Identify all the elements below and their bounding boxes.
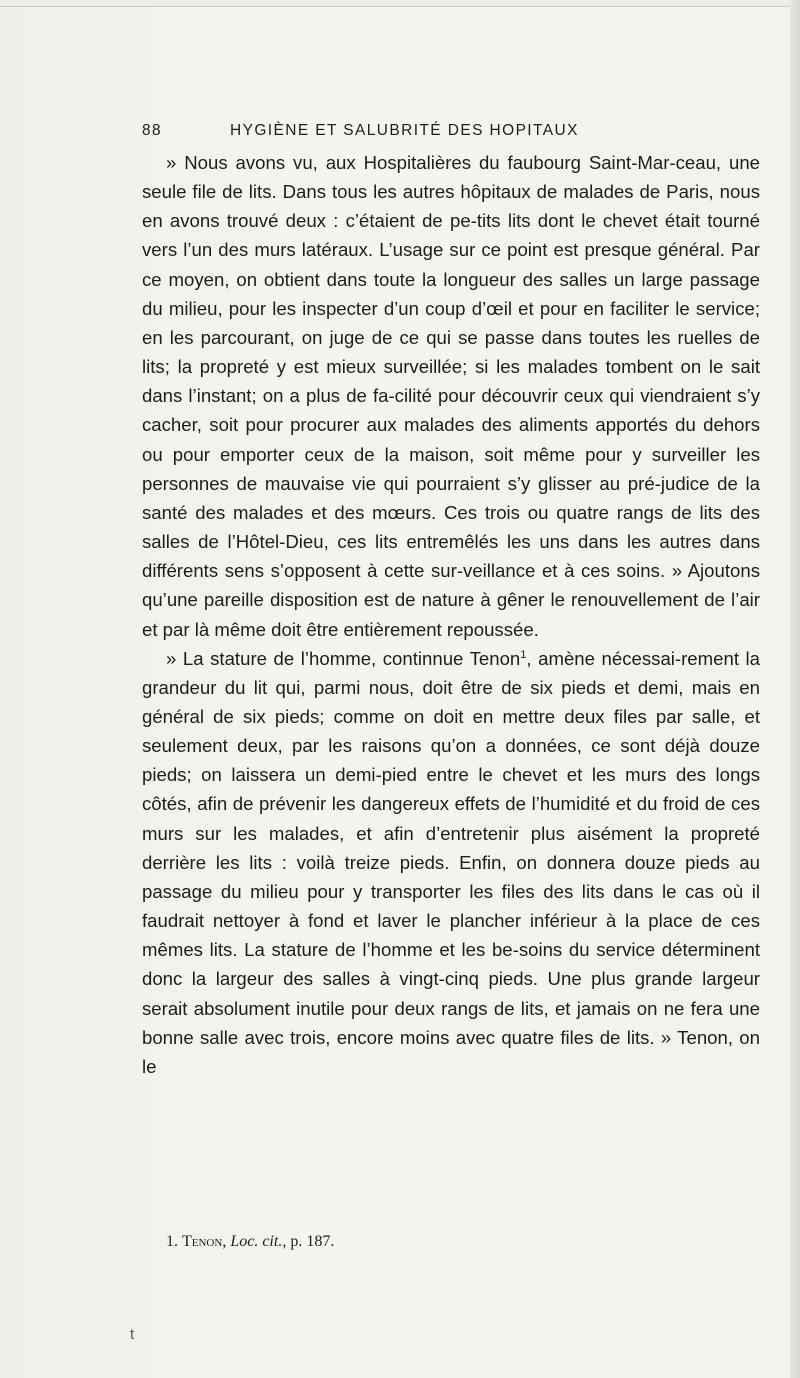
running-head: HYGIÈNE ET SALUBRITÉ DES HOPITAUX (230, 122, 579, 139)
page-number: 88 (142, 122, 163, 139)
paragraph-2-text-start: » La stature de l’homme, continnue Tenon (166, 647, 521, 669)
footnote (166, 1232, 760, 1252)
footnote-citation: Loc. cit., (230, 1233, 287, 1250)
paragraph-2 (142, 644, 760, 1081)
bottom-mark: t (130, 1326, 135, 1343)
footnote-author: Tenon, (182, 1233, 227, 1250)
paragraph-2-text-end: , amène nécessai-rement la grandeur du lit qui, parmi nous, doit être de six pieds et demi, mais en général de six pieds; comme on doit en mettre deux files par salle, et seulement deux, par les raisons qu’on a données, ce sont déjà douze pieds; on laissera un demi-pied entre le chevet et les murs des longs côtés, afin de prévenir les dangereux effets de l’humidité et du froid de ces murs sur les malades, et afin d’entretenir plus aisément la propreté derrière les lits : voilà treize pieds. Enfin, on donnera douze pieds au passage du milieu pour y transporter les files des lits dans le cas où il faudrait nettoyer à fond et laver le plancher inférieur à la place de ces mêmes lits. La stature de l’homme et les be-soins du service déterminent donc la largeur des salles à vingt-cinq pieds. Une plus grande largeur serait absolument inutile pour deux rangs de lits, et jamais on ne fera une bonne salle avec trois, encore moins avec quatre files de lits. » Tenon, on le (142, 647, 761, 1077)
paragraph-1 (142, 148, 760, 644)
footnote-page: p. 187. (290, 1233, 335, 1250)
page-header (142, 122, 760, 146)
footnote-number: 1. (166, 1233, 178, 1250)
body-text (142, 148, 760, 1081)
paragraph-1-text: » Nous avons vu, aux Hospitalières du faubourg Saint-Mar-ceau, une seule file de lits. Dans tous les autres hôpitaux de malades de Paris, nous en avons trouvé deux : c’étaient de pe-tits lits dont le chevet était tourné vers l’un des murs latéraux. L’usage sur ce point est presque général. Par ce moyen, on obtient dans toute la longueur des salles un large passage du milieu, pour les inspecter d’un coup d’œil et pour en faciliter le service; en les parcourant, on juge de ce qui se passe dans toutes les ruelles de lits; la propreté y est mieux surveillée; si les malades tombent on le sait dans l’instant; on a plus de fa-cilité pour découvrir ceux qui viendraient s’y cacher, soit pour procurer aux malades des aliments apportés du dehors ou pour emporter ceux de la maison, soit même pour y surveiller les personnes de mauvaise vie qui pourraient s’y glisser au pré-judice de la santé des malades et des mœurs. Ces trois ou quatre rangs de lits des salles de l’Hôtel-Dieu, ces lits entremêlés les uns dans les autres dans différents sens s’opposent à cette sur-veillance et à ces soins. » Ajoutons qu’une pareille disposition est de nature à gêner le renouvellement de l’air et par là même doit être entièrement repoussée. (142, 152, 760, 640)
page-binding-edge (790, 0, 800, 1378)
page-top-edge (0, 0, 800, 7)
footnote-reference[interactable]: 1 (520, 648, 527, 661)
